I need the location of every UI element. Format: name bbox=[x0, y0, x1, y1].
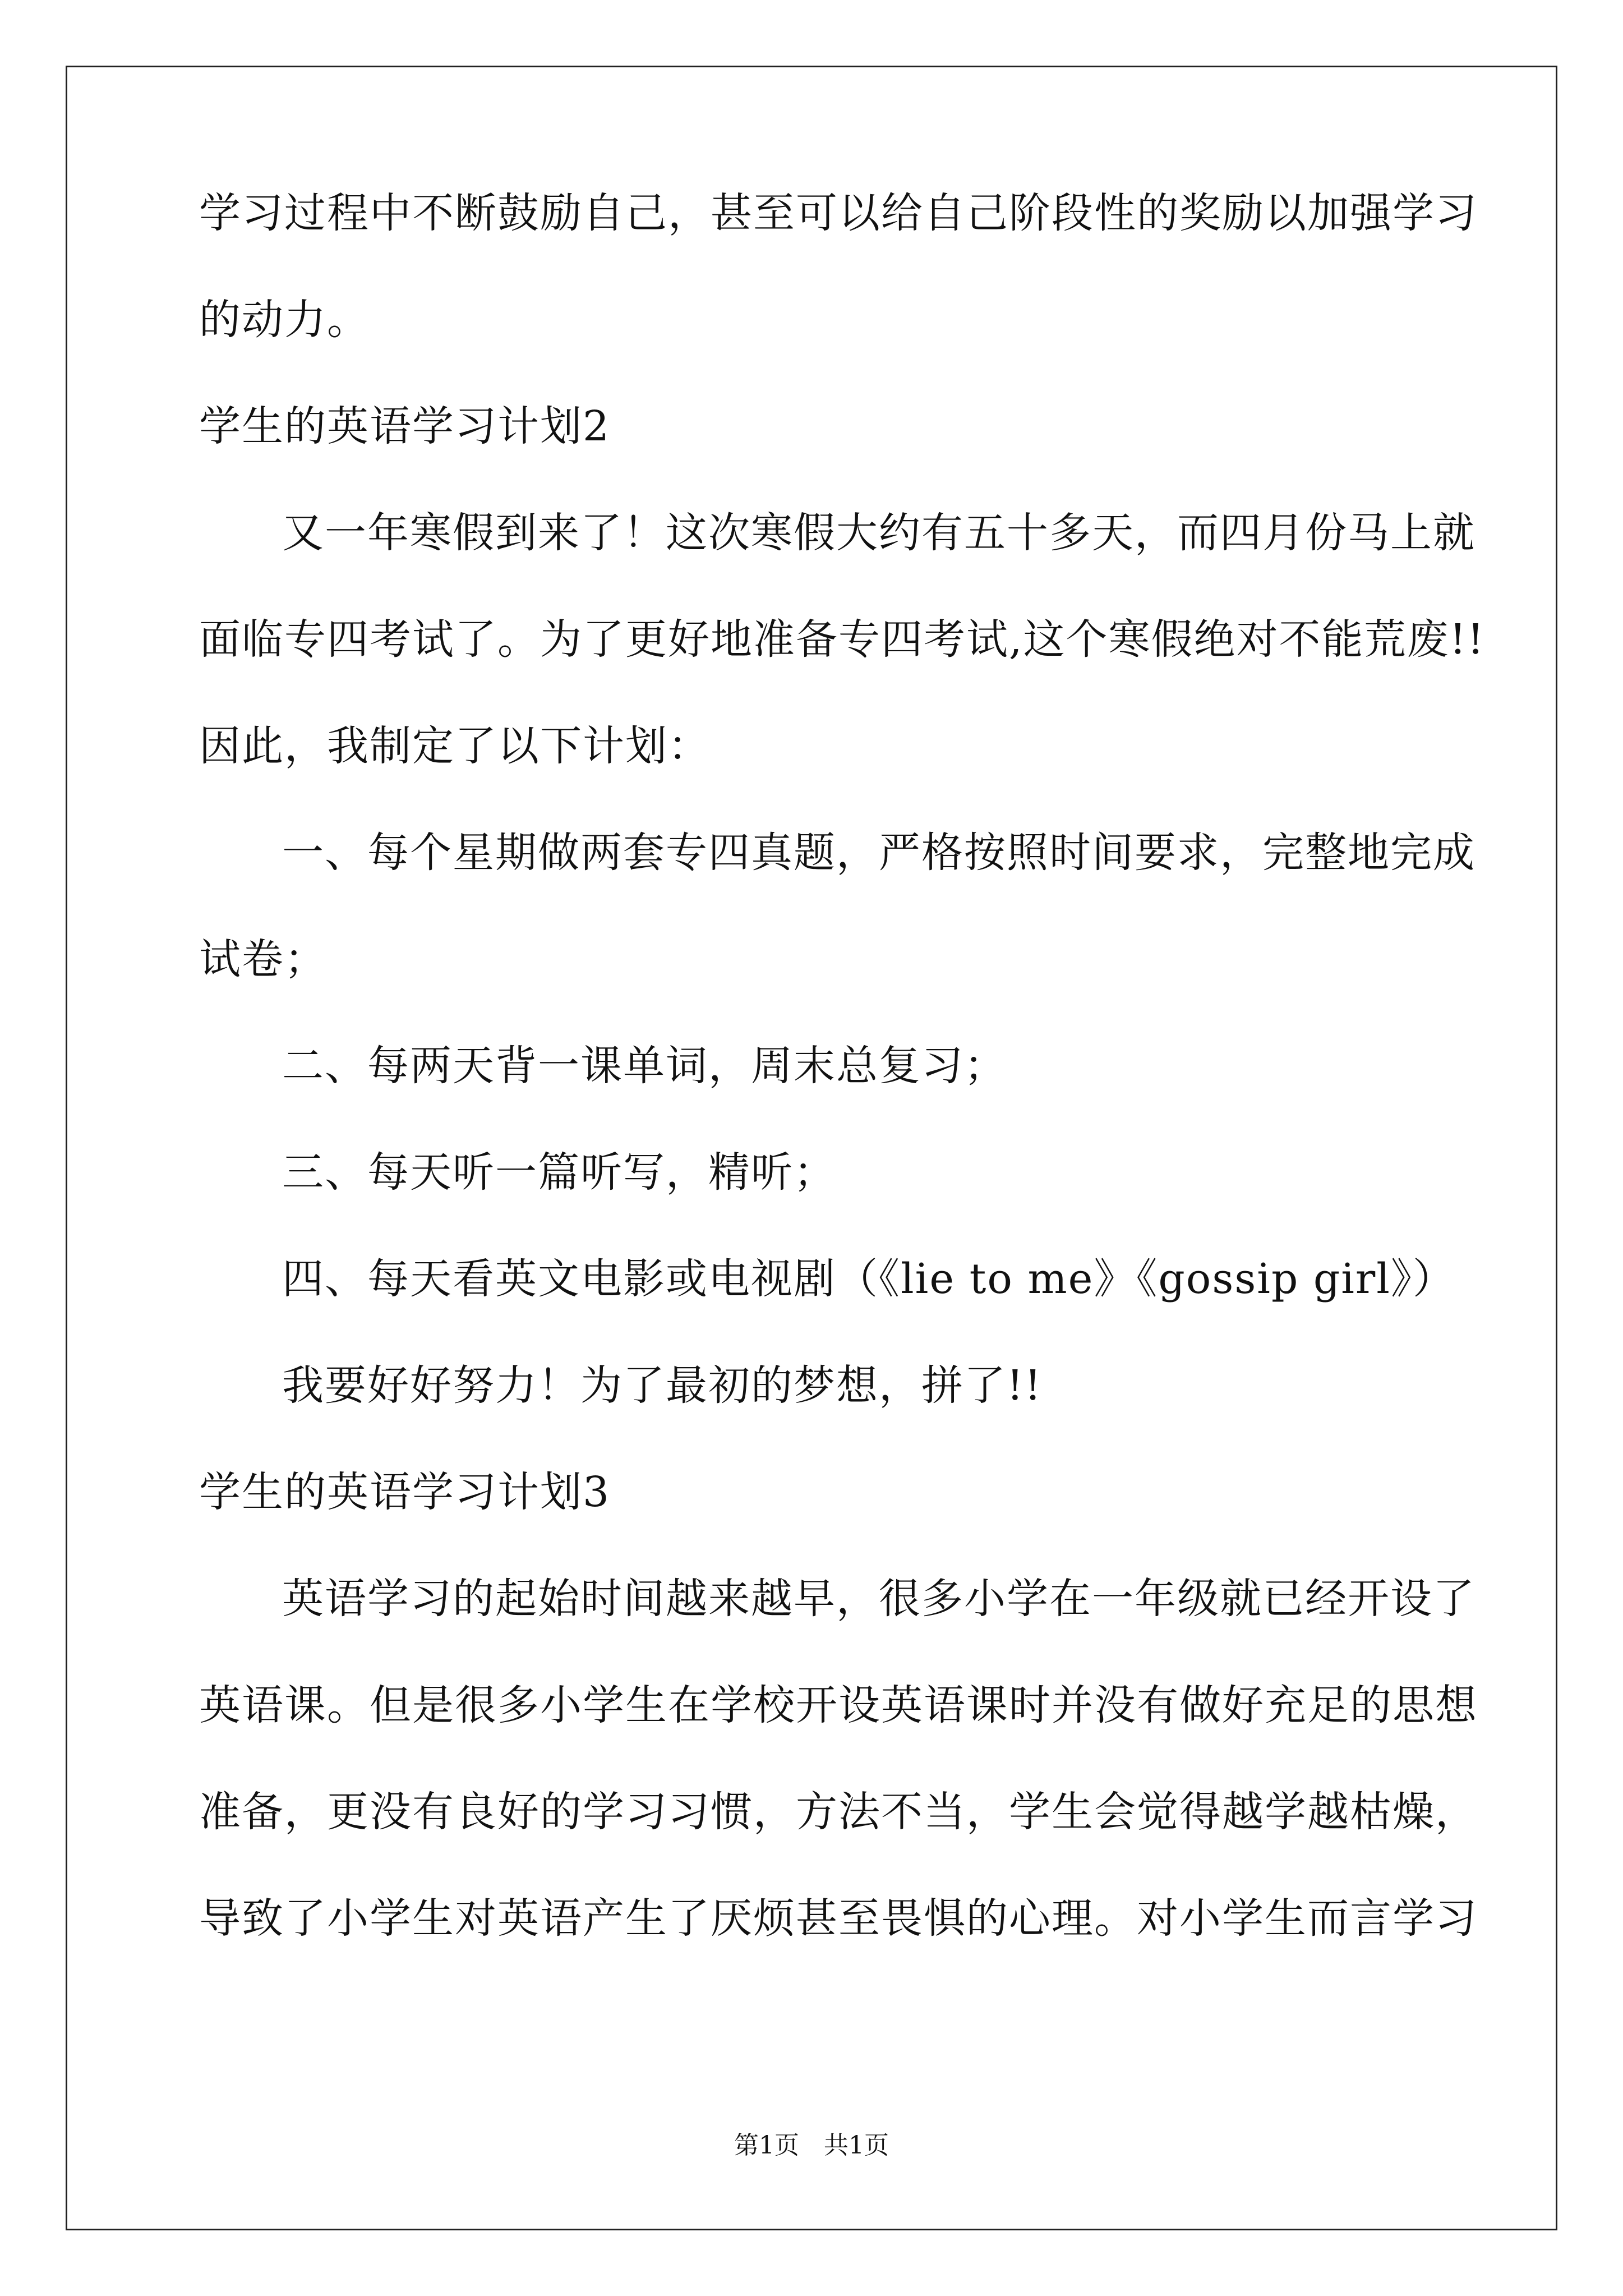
list-item: 四、每天看英文电影或电视剧（《lie to me》《gossip girl》） bbox=[282, 1255, 1455, 1303]
text-line: 面临专四考试了。为了更好地准备专四考试,这个寒假绝对不能荒废!! bbox=[199, 615, 1485, 664]
text-line: 准备，更没有良好的学习习惯，方法不当，学生会觉得越学越枯燥， bbox=[199, 1788, 1478, 1836]
text-line: 的动力。 bbox=[199, 296, 370, 344]
text-line: 英语学习的起始时间越来越早，很多小学在一年级就已经开设了 bbox=[282, 1575, 1476, 1623]
page-footer bbox=[0, 2129, 1623, 2162]
text-line: 学习过程中不断鼓励自己，甚至可以给自己阶段性的奖励以加强学习 bbox=[199, 189, 1478, 237]
page-number-total: 共1页 bbox=[824, 2131, 889, 2160]
text-line: 导致了小学生对英语产生了厌烦甚至畏惧的心理。对小学生而言学习 bbox=[199, 1894, 1478, 1943]
text-line: 试卷； bbox=[199, 935, 327, 983]
section-heading: 学生的英语学习计划2 bbox=[199, 402, 611, 450]
text-line: 英语课。但是很多小学生在学校开设英语课时并没有做好充足的思想 bbox=[199, 1681, 1478, 1729]
list-item: 二、每两天背一课单词，周末总复习； bbox=[282, 1042, 1007, 1090]
page-number-current: 第1页 bbox=[734, 2131, 799, 2160]
text-line: 因此，我制定了以下计划： bbox=[199, 722, 711, 770]
text-line: 又一年寒假到来了！这次寒假大约有五十多天，而四月份马上就 bbox=[282, 509, 1476, 557]
text-line: 我要好好努力！为了最初的梦想，拼了!! bbox=[282, 1361, 1043, 1410]
list-item: 一、每个星期做两套专四真题，严格按照时间要求，完整地完成 bbox=[282, 829, 1476, 877]
section-heading: 学生的英语学习计划3 bbox=[199, 1468, 611, 1516]
list-item: 三、每天听一篇听写，精听； bbox=[282, 1148, 836, 1197]
